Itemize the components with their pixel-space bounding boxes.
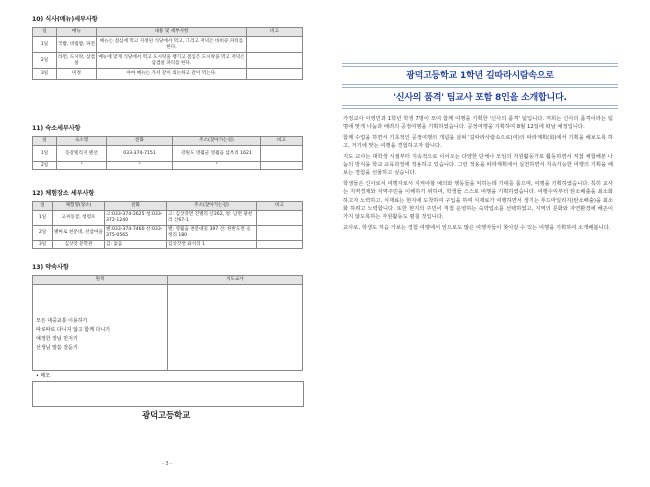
table-cell: 라면, 도시락, 삼겹살: [57, 53, 97, 69]
table-header-cell: 지도교사: [168, 276, 303, 285]
banner-stripe: [342, 63, 618, 64]
banner-stripe: [342, 66, 618, 67]
list-item: 모든 대중교통 이용하기: [36, 318, 88, 324]
table-cell: 1일: [33, 211, 53, 226]
table-cell: 033-374-7151: [107, 146, 173, 162]
rules-table: [32, 275, 303, 371]
table-cell: 별마로 천문대, 선암마을: [53, 226, 105, 241]
article-paragraph: 지도 교사는 대학생 시절부터 지속적으로 이어오는 다양한 단체나 모임의 자원활동가로 활동하면서 직접 체험해본 나눔의 방식을 학교 교육과정에 적용하고 있습니다. 그런 적용을 따라계획에서 실천하면서 지속가능한 여행의 기획을 해보는 경험을 선물하고 싶습니다.: [343, 153, 613, 177]
meal-table: [32, 27, 303, 80]
table-header-cell: 일: [33, 28, 57, 37]
banner-stripe: [342, 87, 618, 88]
table-header-cell: 체험명(장소): [53, 202, 105, 211]
table-row: [33, 285, 303, 371]
table-header-cell: 비고: [247, 28, 303, 37]
lodging-section: [32, 123, 302, 170]
table-cell: [261, 162, 303, 170]
table-header-row: [33, 28, 303, 37]
places-table: [32, 201, 303, 249]
article-banner: [342, 60, 618, 110]
table-header-cell: 주소(찾아가는길): [167, 202, 257, 211]
article-paragraph: 함께 수업을 하면서 기초적인 공정여행의 개념을 살펴 '길따라사람속으로(여)의 따라계획(회)에서 기획을 해보도록 하고, 거기에 맞는 여행을 경험하고자 합니다.: [343, 134, 613, 150]
table-cell: 김삿갓 문학관: [53, 241, 105, 249]
memo-box[interactable]: [32, 381, 304, 407]
memo-label: • 메모: [36, 373, 51, 379]
meal-section: [32, 14, 302, 80]
table-header-cell: 메뉴: [57, 28, 97, 37]
article-body: [343, 115, 613, 234]
article-paragraph: 학생들은 신사로서 여행자로서 지켜야할 예의와 행동들을 익히는데 기대를 품으며, 여행을 기획하였습니다. 특히 교사는 지역경제와 지역주민을 이해하기 위하여, 학생들 스스로 여행을 기획하였습니다. 여행수익부터 탄소배출을 최소화 하고자 노력하고, 식재료는 현지에 도착하여 구입을 하며 식재료가 여행하면서 생기는 푸드마일리지(탄소배출)을 최소화 하려고 노력합니다. 또한 현지의 주민이 직접 운영하는 숙박업소를 선택하였고, 지역의 문화와 자연환경에 해손이 가지 않도록하는 자원활동도 펼칠 것입니다.: [343, 180, 613, 221]
rules-section-title: 13) 약속사항: [32, 264, 69, 271]
table-cell: 고씨동굴, 청령포: [53, 211, 105, 226]
table-header-cell: 내용 및 세부사항: [97, 28, 247, 37]
table-cell: ": [173, 162, 261, 170]
table-header-cell: 원칙: [33, 276, 168, 285]
table-header-cell: 일: [33, 137, 57, 146]
table-cell: 고: 김삿갓면 진별리 산262, 청: 남면 광천리 산67-1: [167, 211, 257, 226]
rules-section: [32, 262, 302, 371]
article-title-line2: '신사의 품격' 팀교사 포함 8인을 소개합니다.: [393, 93, 567, 103]
table-header-cell: 전화: [105, 202, 167, 211]
table-cell: [257, 211, 303, 226]
table-cell: [257, 241, 303, 249]
rules-list-cell: [33, 285, 168, 371]
table-cell: 미정: [57, 69, 97, 80]
table-row: [33, 37, 303, 53]
table-cell: [257, 226, 303, 241]
article-paragraph: 교사로, 학생도 처음 가보는 경험 여행에서 앞으로도 많은 여행자들이 찾아갈 수 있는 여행을 기획하여 소개해봅니다.: [343, 224, 611, 231]
table-row: [33, 226, 303, 241]
table-cell: 메뉴는 점심에 먹고 지정된 식당에서 먹고, 그리고 저녁은 바비큐 파티를 한다.: [97, 37, 247, 53]
lodging-table: [32, 136, 303, 170]
table-header-cell: 비고: [261, 137, 303, 146]
banner-stripe: [342, 108, 618, 109]
table-cell: 메뉴에 맞게 식당에서 먹고 도시락을 챙기고 점심은 도시락을 먹고 저녁은 삼겹살 파티를 한다.: [97, 53, 247, 69]
table-row: [33, 146, 303, 162]
article-paragraph: 가정교사 이영민과 1학년 학생 7명이 모여 함께 여행을 기획한 '신사의 품격' 팀입니다. 저희는 신사의 품격이라는 팀명에 맞게 나눔과 배려의 공정여행을 기획하였습니다. 공정여행을 기획하여 8월 12일에 떠날 예정입니다.: [343, 116, 613, 131]
memo-section: [32, 372, 304, 407]
table-cell: 별: 영월읍 천문대길 397 선: 한반도면 옹정리 180: [167, 226, 257, 241]
table-cell: 2일: [33, 53, 57, 69]
table-cell: [261, 146, 303, 162]
list-item: 선생님 말씀 잘듣기: [36, 345, 78, 351]
school-name: 광덕고등학교: [142, 411, 191, 421]
table-cell: 동강빌리지 펜션: [57, 146, 107, 162]
table-header-cell: 전화: [107, 137, 173, 146]
table-cell: 아마 메뉴는 가서 같이 의논하고 같이 먹는다.: [97, 69, 247, 80]
table-cell: 3일: [33, 241, 53, 249]
table-cell: [247, 53, 303, 69]
table-cell: ": [57, 162, 107, 170]
table-header-cell: 주소(찾아가는길): [173, 137, 261, 146]
teacher-cell: [168, 285, 303, 371]
list-item: 예정한 장님 만지기: [36, 336, 78, 342]
table-cell: 김삿갓면 와석리 1: [167, 241, 257, 249]
table-cell: 2일: [33, 226, 53, 241]
table-cell: [247, 37, 303, 53]
meal-section-title: 10) 식사(메뉴)세부사항: [32, 16, 98, 23]
table-header-cell: 비고: [257, 202, 303, 211]
table-row: [33, 69, 303, 80]
table-cell: 고:033-374-2625 청:033-372-1240: [105, 211, 167, 226]
table-header-row: [33, 202, 303, 211]
table-cell: ": [107, 162, 173, 170]
banner-stripe: [342, 84, 618, 85]
table-row: [33, 53, 303, 69]
table-cell: 3일: [33, 69, 57, 80]
table-row: [33, 241, 303, 249]
table-cell: 강원도 영월군 영월읍 삼옥리 1621: [173, 146, 261, 162]
table-cell: 김: 없음: [105, 241, 167, 249]
table-cell: 1일: [33, 146, 57, 162]
table-cell: 2일: [33, 162, 57, 170]
page-number: - 3 -: [162, 461, 172, 467]
places-section-title: 12) 체험장소 세부사항: [32, 190, 95, 197]
table-header-row: [33, 137, 303, 146]
list-item: 따로따로 다니지 않고 함께 다니기: [36, 327, 110, 333]
table-cell: 별:033-374-7460 선:033-375-0565: [105, 226, 167, 241]
article-title-line1: 광덕고등학교 1학년 길따라시람속으로: [406, 71, 554, 81]
table-header-cell: 숙소명: [57, 137, 107, 146]
banner-stripe: [342, 105, 618, 106]
table-cell: 국밥, 비빔밥, 파전: [57, 37, 97, 53]
lodging-section-title: 11) 숙소세부사항: [32, 125, 81, 132]
table-cell: 1일: [33, 37, 57, 53]
table-header-row: [33, 276, 303, 285]
table-row: [33, 162, 303, 170]
table-row: [33, 211, 303, 226]
table-cell: [247, 69, 303, 80]
places-section: [32, 188, 302, 249]
table-header-cell: 일: [33, 202, 53, 211]
